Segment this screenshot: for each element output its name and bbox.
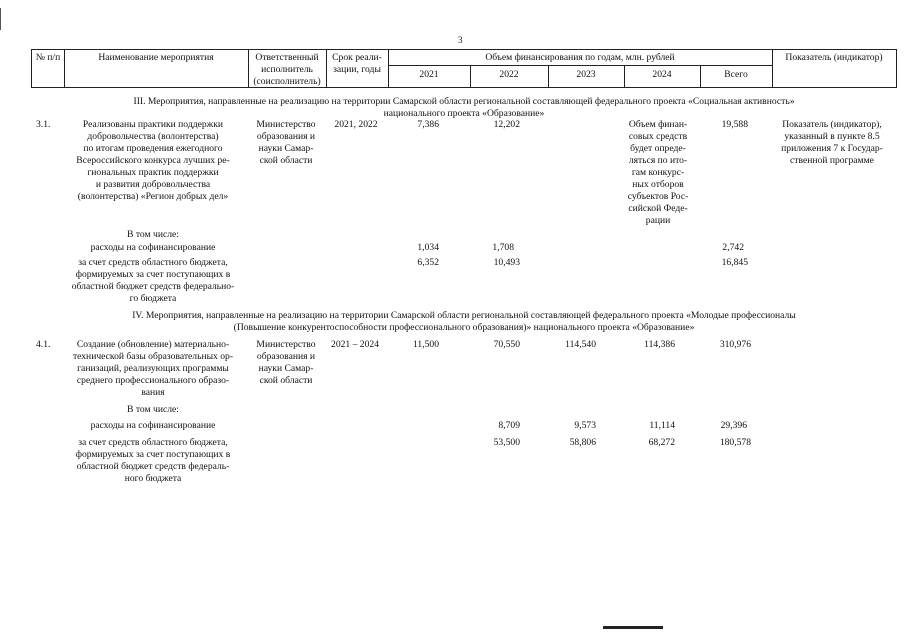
header-responsible: Ответственный исполнитель (соисполнитель) <box>253 52 321 87</box>
row-4-1-2023: 114,540 <box>565 339 596 350</box>
row-3-1-total: 19,588 <box>721 119 748 130</box>
row-4-1-2022: 70,550 <box>493 339 520 350</box>
page-number: 3 <box>458 35 463 45</box>
section-3-including: В том числе: <box>127 229 179 240</box>
row-3-1-responsible: Министерство образования и науки Самар- ской области <box>256 119 316 166</box>
scan-margin-mark <box>0 8 5 30</box>
header-indicator: Показатель (индикатор) <box>785 52 883 63</box>
section-4-cofin-2022: 8,709 <box>498 420 520 431</box>
section-3-heading: III. Мероприятия, направленные на реализацию на территории Самарской области региональной составляющей федерального проекта «Социальная активность» национального проекта «Образование» <box>133 96 795 119</box>
section-3-regional-2021: 6,352 <box>417 257 439 268</box>
section-4-heading: IV. Мероприятия, направленные на реализацию на территории Самарской области региональной составляющей федерального проекта «Молодые профессионалы (Повышение конкурентоспособности профессионального образования)» национального проекта «Образование» <box>132 310 796 333</box>
section-4-including: В том числе: <box>127 404 179 415</box>
section-3-cofin-total: 2,742 <box>722 242 744 253</box>
row-3-1-term: 2021, 2022 <box>334 119 378 130</box>
row-3-1-indicator: Показатель (индикатор), указанный в пункте 8.5 приложения 7 к Государ- ственной программе <box>781 119 883 166</box>
section-3-regional-total: 16,845 <box>721 257 748 268</box>
header-num: № п/п <box>35 52 61 63</box>
header-year-2023: 2023 <box>576 69 596 80</box>
row-divider <box>388 65 772 66</box>
header-total: Всего <box>724 69 748 80</box>
row-4-1-responsible: Министерство образования и науки Самар- ской области <box>256 339 316 386</box>
section-4-cofin-2024: 11,114 <box>649 420 675 431</box>
section-3-cofin-2022: 1,708 <box>492 242 514 253</box>
row-4-1-2024: 114,386 <box>644 339 675 350</box>
header-year-2021: 2021 <box>419 69 439 80</box>
section-4-regional-2024: 68,272 <box>648 437 675 448</box>
row-4-1-num: 4.1. <box>36 339 51 350</box>
section-4-regional-label: за счет средств областного бюджета, формируемых за счет поступающих в областной бюджет средств федераль- ного бюджета <box>75 437 231 484</box>
header-year-2022: 2022 <box>499 69 519 80</box>
row-4-1-2021: 11,500 <box>412 339 439 350</box>
section-4-regional-total: 180,578 <box>719 437 751 448</box>
table-header <box>31 49 897 88</box>
section-4-cofin-2023: 9,573 <box>574 420 596 431</box>
scan-artifact <box>603 626 663 629</box>
section-3-regional-2022: 10,493 <box>493 257 520 268</box>
row-3-1-2022: 12,202 <box>493 119 520 130</box>
row-3-1-name: Реализованы практики поддержки добровольчества (волонтерства) по итогам проведения ежегодного Всероссийского конкурса лучших ре- гиональных практик поддержки и развития добровольчества (волонтерства) «Регион добрых дел» <box>76 119 230 202</box>
row-4-1-term: 2021 – 2024 <box>331 339 379 350</box>
row-4-1-total: 310,976 <box>719 339 751 350</box>
section-4-regional-2023: 58,806 <box>569 437 596 448</box>
section-3-cofin-2021: 1,034 <box>417 242 439 253</box>
section-4-cofin-total: 29,396 <box>720 420 747 431</box>
section-4-cofin-label: расходы на софинансирование <box>90 420 216 431</box>
header-term: Срок реали- зации, годы <box>332 52 382 75</box>
header-year-2024: 2024 <box>652 69 672 80</box>
header-financing: Объем финансирования по годам, млн. рублей <box>485 52 675 63</box>
row-3-1-2024-note: Объем финан- совых средств будет опреде- ляться по ито- гам конкурс- ных отборов субъектов Рос- сийской Феде- рации <box>627 119 689 226</box>
section-4-regional-2022: 53,500 <box>493 437 520 448</box>
row-4-1-name: Создание (обновление) материально- технической базы образовательных ор- ганизаций, реализующих программы среднего профессионального образо- вания <box>72 339 234 398</box>
section-3-regional-label: за счет средств областного бюджета, формируемых за счет поступающих в областной бюджет средств федерально- го бюджета <box>71 257 235 304</box>
section-3-cofin-label: расходы на софинансирование <box>90 242 216 253</box>
row-3-1-2021: 7,386 <box>417 119 439 130</box>
row-3-1-num: 3.1. <box>36 119 51 130</box>
header-name: Наименование мероприятия <box>98 52 214 63</box>
